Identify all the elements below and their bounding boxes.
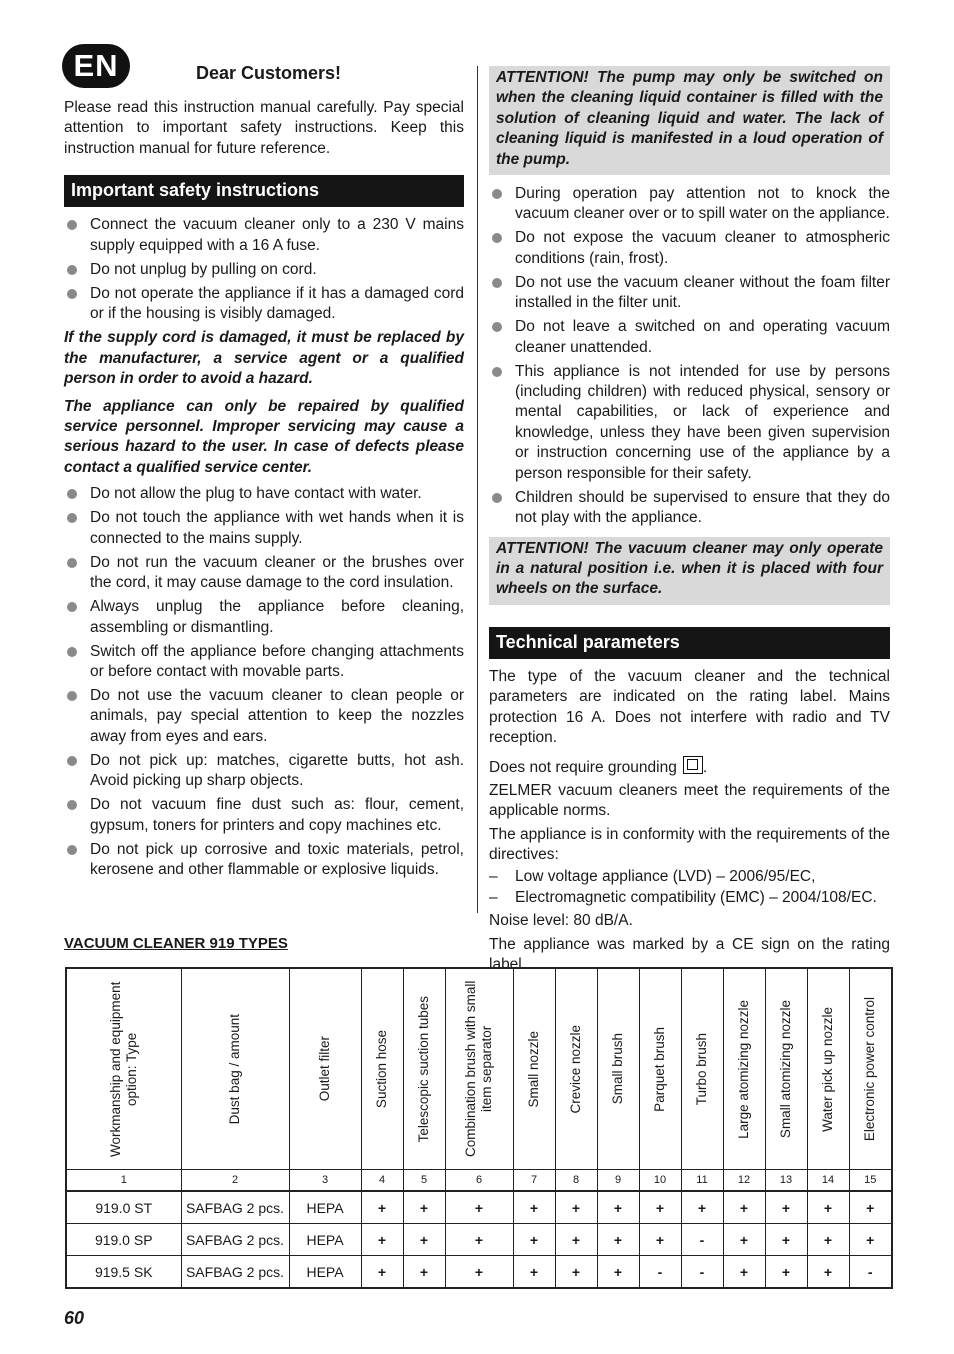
cord-warning: If the supply cord is damaged, it must be replaced by the manufacturer, a service agent or a qualified person in order to avoid a hazard.: [64, 329, 464, 388]
column-header-label: Outlet filter: [317, 1036, 332, 1102]
list-item: Do not operate the appliance if it has a damaged cord or if the housing is visibly damaged.: [64, 284, 464, 325]
column-header-label: Large atomizing nozzle: [736, 999, 751, 1139]
table-cell: +: [403, 1256, 445, 1289]
table-cell: +: [597, 1224, 639, 1256]
list-item: Do not unplug by pulling on cord.: [64, 260, 464, 280]
grounding-text: Does not require grounding: [489, 759, 677, 777]
column-number: 3: [289, 1170, 361, 1192]
column-header: [723, 968, 765, 1170]
table-cell: +: [807, 1191, 849, 1224]
table-cell: +: [807, 1256, 849, 1289]
norms-paragraph: ZELMER vacuum cleaners meet the requirements of the applicable norms.: [489, 781, 890, 820]
column-header: [445, 968, 513, 1170]
column-header-label: Small atomizing nozzle: [778, 999, 793, 1139]
directives-intro: The appliance is in conformity with the requirements of the directives:: [489, 825, 890, 863]
list-item: This appliance is not intended for use by persons (including children) with reduced physical, sensory or mental capabilities, or lack of experience and knowledge, unless they have been given supervision or instruction concerning use of the appliance by a person responsible for their safety.: [489, 362, 890, 484]
list-item: Do not pick up: matches, cigarette butts, hot ash. Avoid picking up sharp objects.: [64, 751, 464, 792]
column-number: 7: [513, 1170, 555, 1192]
right-safety-list: [489, 184, 890, 528]
table-cell: +: [361, 1191, 403, 1224]
list-item: During operation pay attention not to knock the vacuum cleaner over or to spill water on the appliance.: [489, 184, 890, 225]
column-header: [765, 968, 807, 1170]
column-number: 9: [597, 1170, 639, 1192]
safety-heading: Important safety instructions: [64, 175, 464, 207]
table-cell: 919.0 ST: [66, 1191, 181, 1224]
column-header-label: Small nozzle: [526, 1030, 541, 1108]
column-header-label: Turbo brush: [694, 1032, 709, 1106]
column-number: 11: [681, 1170, 723, 1192]
table-cell: +: [723, 1256, 765, 1289]
table-cell: +: [555, 1191, 597, 1224]
column-divider: [477, 66, 478, 913]
list-item: Do not allow the plug to have contact with water.: [64, 484, 464, 504]
column-header: [849, 968, 892, 1170]
column-header: [361, 968, 403, 1170]
column-header: [681, 968, 723, 1170]
table-cell: +: [597, 1191, 639, 1224]
column-number: 1: [66, 1170, 181, 1192]
column-header-label: Electronic power control: [862, 996, 878, 1142]
table-cell: +: [403, 1224, 445, 1256]
table-header-row: [66, 968, 892, 1170]
table-cell: -: [681, 1224, 723, 1256]
column-header-label: Small brush: [610, 1033, 625, 1105]
table-cell: -: [639, 1256, 681, 1289]
list-item: Do not touch the appliance with wet hands when it is connected to the mains supply.: [64, 508, 464, 549]
column-header: [807, 968, 849, 1170]
table-cell: +: [361, 1224, 403, 1256]
table-cell: +: [765, 1256, 807, 1289]
table-cell: +: [445, 1191, 513, 1224]
table-cell: +: [513, 1224, 555, 1256]
column-number: 10: [639, 1170, 681, 1192]
table-cell: 919.5 SK: [66, 1256, 181, 1289]
column-number: 13: [765, 1170, 807, 1192]
intro-paragraph: Please read this instruction manual carefully. Pay special attention to important safety instructions. Keep this instruction manual for future reference.: [64, 99, 464, 157]
column-header-label: Telescopic suction tubes: [416, 995, 431, 1143]
table-cell: +: [639, 1224, 681, 1256]
column-header-label: Water pick up nozzle: [820, 1006, 835, 1132]
table-row: [66, 1191, 892, 1224]
table-cell: SAFBAG 2 pcs.: [181, 1256, 289, 1289]
table-cell: SAFBAG 2 pcs.: [181, 1224, 289, 1256]
technical-paragraph: The type of the vacuum cleaner and the technical parameters are indicated on the rating label. Mains protection 16 A. Does not interfere with radio and TV reception.: [489, 667, 890, 746]
list-item: Always unplug the appliance before cleaning, assembling or dismantling.: [64, 597, 464, 638]
directives-list: [489, 867, 890, 908]
grounding-line: [489, 756, 890, 778]
column-header: [66, 968, 181, 1170]
column-header: [555, 968, 597, 1170]
column-number: 2: [181, 1170, 289, 1192]
table-cell: +: [555, 1256, 597, 1289]
grounding-period: .: [702, 759, 708, 777]
table-cell: +: [639, 1191, 681, 1224]
table-title: VACUUM CLEANER 919 TYPES: [64, 935, 288, 952]
table-cell: +: [681, 1191, 723, 1224]
table-cell: +: [807, 1224, 849, 1256]
list-item: Switch off the appliance before changing attachments or before contact with movable parts.: [64, 642, 464, 683]
technical-heading: Technical parameters: [489, 627, 890, 659]
table-cell: +: [765, 1191, 807, 1224]
column-number: 5: [403, 1170, 445, 1192]
list-item: Do not expose the vacuum cleaner to atmospheric conditions (rain, frost).: [489, 228, 890, 269]
table-cell: HEPA: [289, 1256, 361, 1289]
ce-marking: The appliance was marked by a CE sign on the rating label.: [489, 935, 890, 973]
list-item: – Low voltage appliance (LVD) – 2006/95/EC,: [489, 867, 890, 887]
double-insulation-icon: [683, 756, 703, 774]
table-cell: +: [723, 1191, 765, 1224]
column-number-row: [66, 1170, 892, 1192]
column-header-label: Dust bag / amount: [227, 1013, 242, 1125]
table-cell: +: [403, 1191, 445, 1224]
column-header: [403, 968, 445, 1170]
table-cell: -: [849, 1256, 892, 1289]
table-cell: +: [513, 1191, 555, 1224]
column-number: 6: [445, 1170, 513, 1192]
table-cell: +: [765, 1224, 807, 1256]
right-column: [489, 66, 890, 975]
list-item: Do not pick up corrosive and toxic materials, petrol, kerosene and other flammable or explosive liquids.: [64, 840, 464, 881]
column-header-label: Combination brush with small item separator: [463, 980, 494, 1158]
table-cell: +: [723, 1224, 765, 1256]
page-number: 60: [64, 1308, 85, 1328]
column-number: 12: [723, 1170, 765, 1192]
table-row: [66, 1224, 892, 1256]
table-cell: +: [597, 1256, 639, 1289]
types-table: [65, 967, 893, 1289]
table-cell: HEPA: [289, 1224, 361, 1256]
list-item: Children should be supervised to ensure that they do not play with the appliance.: [489, 488, 890, 529]
table-cell: +: [849, 1191, 892, 1224]
table-cell: +: [445, 1224, 513, 1256]
noise-level: Noise level: 80 dB/A.: [489, 912, 633, 930]
column-header: [513, 968, 555, 1170]
table-cell: SAFBAG 2 pcs.: [181, 1191, 289, 1224]
column-header: [181, 968, 289, 1170]
table-cell: +: [555, 1224, 597, 1256]
safety-list-a: [64, 215, 464, 324]
column-number: 15: [849, 1170, 892, 1192]
column-header: [289, 968, 361, 1170]
list-item: Connect the vacuum cleaner only to a 230 V mains supply equipped with a 16 A fuse.: [64, 215, 464, 256]
table-cell: +: [445, 1256, 513, 1289]
table-row: [66, 1256, 892, 1289]
position-attention-box: ATTENTION! The vacuum cleaner may only operate in a natural position i.e. when it is placed with four wheels on the surface.: [489, 537, 890, 605]
list-item: Do not run the vacuum cleaner or the brushes over the cord, it may cause damage to the cord insulation.: [64, 553, 464, 594]
list-item: Do not vacuum fine dust such as: flour, cement, gypsum, toners for printers and copy machines etc.: [64, 795, 464, 836]
pump-attention-box: ATTENTION! The pump may only be switched on when the cleaning liquid container is filled with the solution of cleaning liquid and water. The lack of cleaning liquid is manifested in a loud operation of the pump.: [489, 66, 890, 175]
column-number: 14: [807, 1170, 849, 1192]
column-header-label: Workmanship and equipment option: Type: [107, 981, 139, 1157]
language-badge: EN: [62, 44, 130, 88]
column-number: 8: [555, 1170, 597, 1192]
column-header-label: Suction hose: [374, 1029, 389, 1109]
table-cell: HEPA: [289, 1191, 361, 1224]
column-header-label: Crevice nozzle: [568, 1024, 583, 1114]
table-cell: +: [361, 1256, 403, 1289]
list-item: Do not use the vacuum cleaner to clean people or animals, pay special attention to keep the nozzles away from eyes and ears.: [64, 686, 464, 747]
list-item: Do not use the vacuum cleaner without the foam filter installed in the filter unit.: [489, 273, 890, 314]
greeting-heading: Dear Customers!: [196, 63, 342, 83]
column-header: [597, 968, 639, 1170]
left-column: [64, 98, 464, 884]
repair-warning: The appliance can only be repaired by qualified service personnel. Improper servicing may cause a serious hazard to the user. In case of defects please contact a qualified service center.: [64, 397, 464, 476]
column-number: 4: [361, 1170, 403, 1192]
list-item: – Electromagnetic compatibility (EMC) – 2004/108/EC.: [489, 888, 890, 908]
list-item: Do not leave a switched on and operating vacuum cleaner unattended.: [489, 317, 890, 358]
table-cell: -: [681, 1256, 723, 1289]
safety-list-b: [64, 484, 464, 880]
table-cell: 919.0 SP: [66, 1224, 181, 1256]
table-cell: +: [849, 1224, 892, 1256]
table-cell: +: [513, 1256, 555, 1289]
column-header-label: Parquet brush: [652, 1026, 667, 1112]
column-header: [639, 968, 681, 1170]
